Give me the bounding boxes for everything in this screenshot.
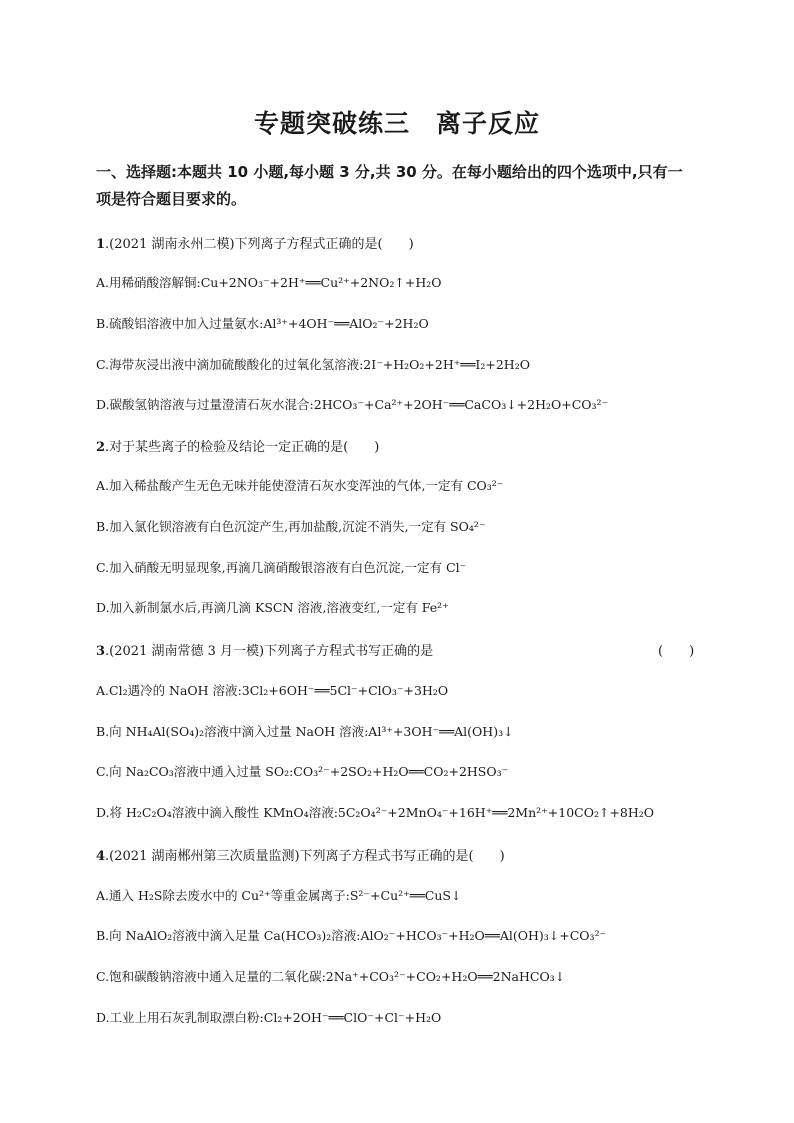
question-1-option-a: A.用稀硝酸溶解铜:Cu+2NO₃⁻+2H⁺══Cu²⁺+2NO₂↑+H₂O (96, 275, 442, 290)
question-text: .(2021 湖南常德 3 月一模)下列离子方程式书写正确的是 (105, 644, 434, 659)
question-1-stem (96, 233, 706, 252)
question-3-stem (96, 640, 706, 659)
question-number: 4 (96, 849, 106, 864)
page-title: 专题突破练三 离子反应 (253, 109, 540, 138)
question-3-option-d: D.将 H₂C₂O₄溶液中滴入酸性 KMnO₄溶液:5C₂O₄²⁻+2MnO₄⁻+16H⁺══2Mn²⁺+10CO₂↑+8H₂O (96, 805, 655, 820)
question-1-option-d: D.碳酸氢钠溶液与过量澄清石灰水混合:2HCO₃⁻+Ca²⁺+2OH⁻══CaCO₃↓+2H₂O+CO₃²⁻ (96, 397, 609, 412)
question-2-option-c: C.加入硝酸无明显现象,再滴几滴硝酸银溶液有白色沉淀,一定有 Cl⁻ (96, 560, 467, 575)
question-4-option-b: B.向 NaAlO₂溶液中滴入足量 Ca(HCO₃)₂溶液:AlO₂⁻+HCO₃⁻+H₂O══Al(OH)₃↓+CO₃²⁻ (96, 928, 607, 943)
question-4-option-c: C.饱和碳酸钠溶液中通入足量的二氧化碳:2Na⁺+CO₃²⁻+CO₂+H₂O══2NaHCO₃↓ (96, 969, 566, 984)
question-1-option-c: C.海带灰浸出液中滴加硫酸酸化的过氧化氢溶液:2I⁻+H₂O₂+2H⁺══I₂+2H₂O (96, 357, 530, 372)
question-number: 2 (96, 440, 106, 455)
section-header-line2: 项是符合题目要求的。 (96, 190, 247, 208)
section-header (96, 159, 696, 213)
question-text: .(2021 湖南永州二模)下列离子方程式正确的是( ) (105, 237, 414, 252)
question-3-option-a: A.Cl₂遇冷的 NaOH 溶液:3Cl₂+6OH⁻══5Cl⁻+ClO₃⁻+3H₂O (96, 683, 449, 698)
question-3-option-b: B.向 NH₄Al(SO₄)₂溶液中滴入过量 NaOH 溶液:Al³⁺+3OH⁻══Al(OH)₃↓ (96, 724, 514, 739)
question-3-option-c: C.向 Na₂CO₃溶液中通入过量 SO₂:CO₃²⁻+2SO₂+H₂O══CO₂+2HSO₃⁻ (96, 764, 509, 779)
question-1-option-b: B.硫酸铝溶液中加入过量氨水:Al³⁺+4OH⁻══AlO₂⁻+2H₂O (96, 316, 429, 331)
question-2-option-b: B.加入氯化钡溶液有白色沉淀产生,再加盐酸,沉淀不消失,一定有 SO₄²⁻ (96, 519, 486, 534)
question-2-option-d: D.加入新制氯水后,再滴几滴 KSCN 溶液,溶液变红,一定有 Fe²⁺ (96, 600, 449, 615)
question-3-answer-paren: ( ) (658, 644, 695, 659)
question-number: 1 (96, 237, 106, 252)
question-2-option-a: A.加入稀盐酸产生无色无味并能使澄清石灰水变浑浊的气体,一定有 CO₃²⁻ (96, 478, 504, 493)
section-header-line1: 一、选择题:本题共 10 小题,每小题 3 分,共 30 分。在每小题给出的四个选项中,只有一 (96, 163, 683, 181)
question-2-stem (96, 436, 706, 455)
question-4-stem (96, 845, 706, 864)
question-text: .对于某些离子的检验及结论一定正确的是( ) (105, 440, 380, 455)
question-4-option-a: A.通入 H₂S除去废水中的 Cu²⁺等重金属离子:S²⁻+Cu²⁺══CuS↓ (96, 888, 462, 903)
question-text: .(2021 湖南郴州第三次质量监测)下列离子方程式书写正确的是( ) (105, 849, 505, 864)
question-number: 3 (96, 644, 106, 659)
question-4-option-d: D.工业上用石灰乳制取漂白粉:Cl₂+2OH⁻══ClO⁻+Cl⁻+H₂O (96, 1010, 442, 1025)
